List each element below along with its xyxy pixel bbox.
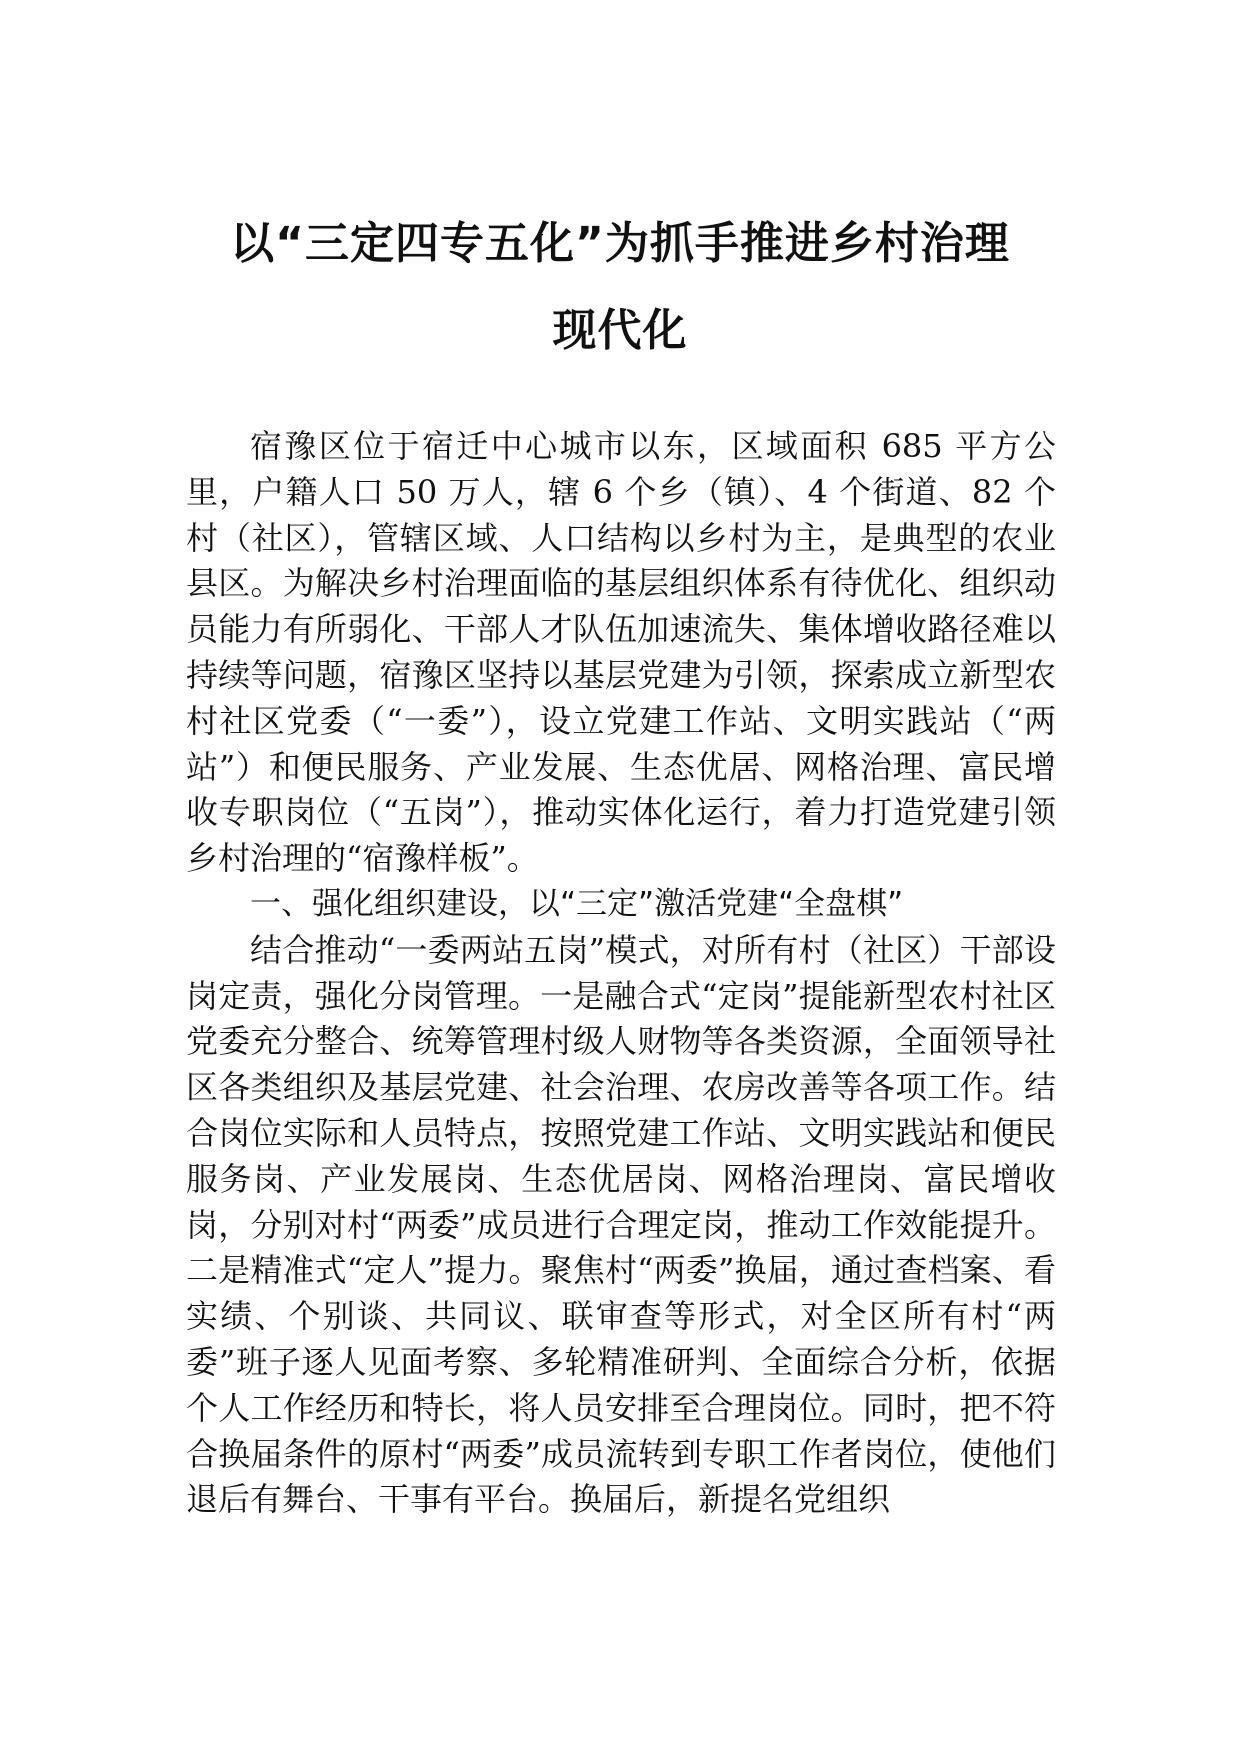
section-heading-1: 一、强化组织建设，以“三定”激活党建“全盘棋” xyxy=(250,885,904,922)
paragraph-section-1: 结合推动“一委两站五岗”模式，对所有村（社区）干部设岗定责，强化分岗管理。一是融合式“定岗”提能新型农村社区党委充分整合、统筹管理村级人财物等各类资源，全面领导社区各类组织及基层党建、社会治理、农房改善等各项工作。结合岗位实际和人员特点，按照党建工作站、文明实践站和便民服务岗、产业发展岗、生态优居岗、网格治理岗、富民增收岗，分别对村“两委”成员进行合理定岗，推动工作效能提升。二是精准式“定人”提力。聚焦村“两委”换届，通过查档案、看实绩、个别谈、共同议、联审查等形式，对全区所有村“两委”班子逐人见面考察、多轮精准研判、全面综合分析，依据个人工作经历和特长，将人员安排至合理岗位。同时，把不符合换届条件的原村“两委”成员流转到专职工作者岗位，使他们退后有舞台、干事有平台。换届后，新提名党组织 xyxy=(186,930,1056,1519)
paragraph-intro: 宿豫区位于宿迁中心城市以东，区域面积 685 平方公里，户籍人口 50 万人，辖 6 个乡（镇）、4 个街道、82 个村（社区），管辖区域、人口结构以乡村为主，是典型的农业县区。为解决乡村治理面临的基层组织体系有待优化、组织动员能力有所弱化、干部人才队伍加速流失、集体增收路径难以持续等问题，宿豫区坚持以基层党建为引领，探索成立新型农村社区党委（“一委”），设立党建工作站、文明实践站（“两站”）和便民服务、产业发展、生态优居、网格治理、富民增收专职岗位（“五岗”），推动实体化运行，着力打造党建引领乡村治理的“宿豫样板”。 xyxy=(186,427,1056,878)
document-body xyxy=(186,424,1056,1523)
document-title-line-2: 现代化 xyxy=(552,305,688,356)
document-title-line-1: 以“三定四专五化”为抓手推进乡村治理 xyxy=(230,218,1010,269)
